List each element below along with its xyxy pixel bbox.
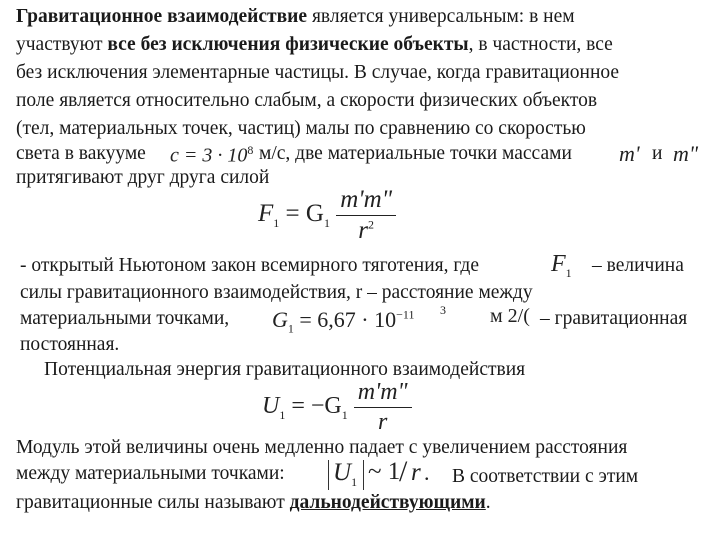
para2-line2: силы гравитационного взаимодействия, r – расстояние между (20, 282, 533, 303)
speed-of-light-formula: $c = 3 \cdot 10^8$ (170, 143, 254, 167)
para2-line1a: - открытый Ньютоном закон всемирного тяготения, где (20, 255, 479, 276)
para1-line1: Гравитационное взаимодействие является универсальным: в нем (16, 6, 575, 27)
gravitational-constant-unit: м 2/( (490, 305, 530, 327)
term-long-range: дальнодействующими (289, 492, 486, 513)
potential-energy-formula: $U_1 = -G_1$ $\frac{m'm"}{r}$ (262, 379, 412, 435)
slash: / (399, 455, 408, 488)
abs-bar-right (363, 460, 364, 490)
para1-and: и (652, 143, 663, 164)
para1-line7: притягивают друг друга силой (16, 167, 270, 188)
force-symbol: $F_1$ (551, 251, 572, 280)
para1-line6a: света в вакууме (16, 143, 146, 164)
para1-line5: (тел, материальных точек, частиц) малы по сравнению со скоростью (16, 118, 586, 139)
para2-line4: постоянная. (20, 334, 120, 355)
newton-law-formula: $F_1 = G_1$ $\frac{m'm"}{r^2}$ (258, 186, 396, 244)
abs-bar-left (328, 460, 329, 490)
potential-energy-fraction: $\frac{m'm"}{r}$ (354, 379, 412, 436)
gravitational-constant-formula: $G_1 = 6,67 \cdot 10^{-11}$ (272, 307, 415, 336)
distance-r: r (411, 459, 421, 486)
para2-line3b: – гравитационная (540, 308, 688, 329)
para1-line4: поле является относительно слабым, а скорости физических объектов (16, 90, 598, 111)
formula-dot: . (424, 460, 430, 485)
term-all-objects: все без исключения физические объекты (107, 34, 469, 55)
newton-law-fraction: $\frac{m'm"}{r^2}$ (336, 186, 396, 245)
para4-line2a: между материальными точками: (16, 463, 285, 484)
term-gravitational-interaction: Гравитационное взаимодействие (16, 6, 308, 27)
abs-u1: $U_1$ (333, 459, 358, 489)
para1-line2: участвуют все без исключения физические объекты, в частности, все (16, 34, 613, 55)
para4-line3: гравитационные силы называют дальнодействующими. (16, 492, 491, 513)
para2-line1b: – величина (592, 255, 684, 276)
para4-line1: Модуль этой величины очень медленно падает с увеличением расстояния (16, 437, 628, 458)
para1-line6b: м/с, две материальные точки массами (259, 143, 572, 164)
gravitational-constant-exp: 3 (440, 303, 446, 317)
proportional-one: ~ 1 (368, 458, 401, 485)
mass-m2: m" (673, 141, 699, 166)
para2-line3a: материальными точками, (20, 308, 230, 329)
para1-line3: без исключения элементарные частицы. В случае, когда гравитационное (16, 62, 620, 83)
mass-m1: m' (619, 141, 640, 166)
para3-line1: Потенциальная энергия гравитационного взаимодействия (44, 359, 526, 380)
para4-line2b: В соответствии с этим (452, 466, 639, 487)
